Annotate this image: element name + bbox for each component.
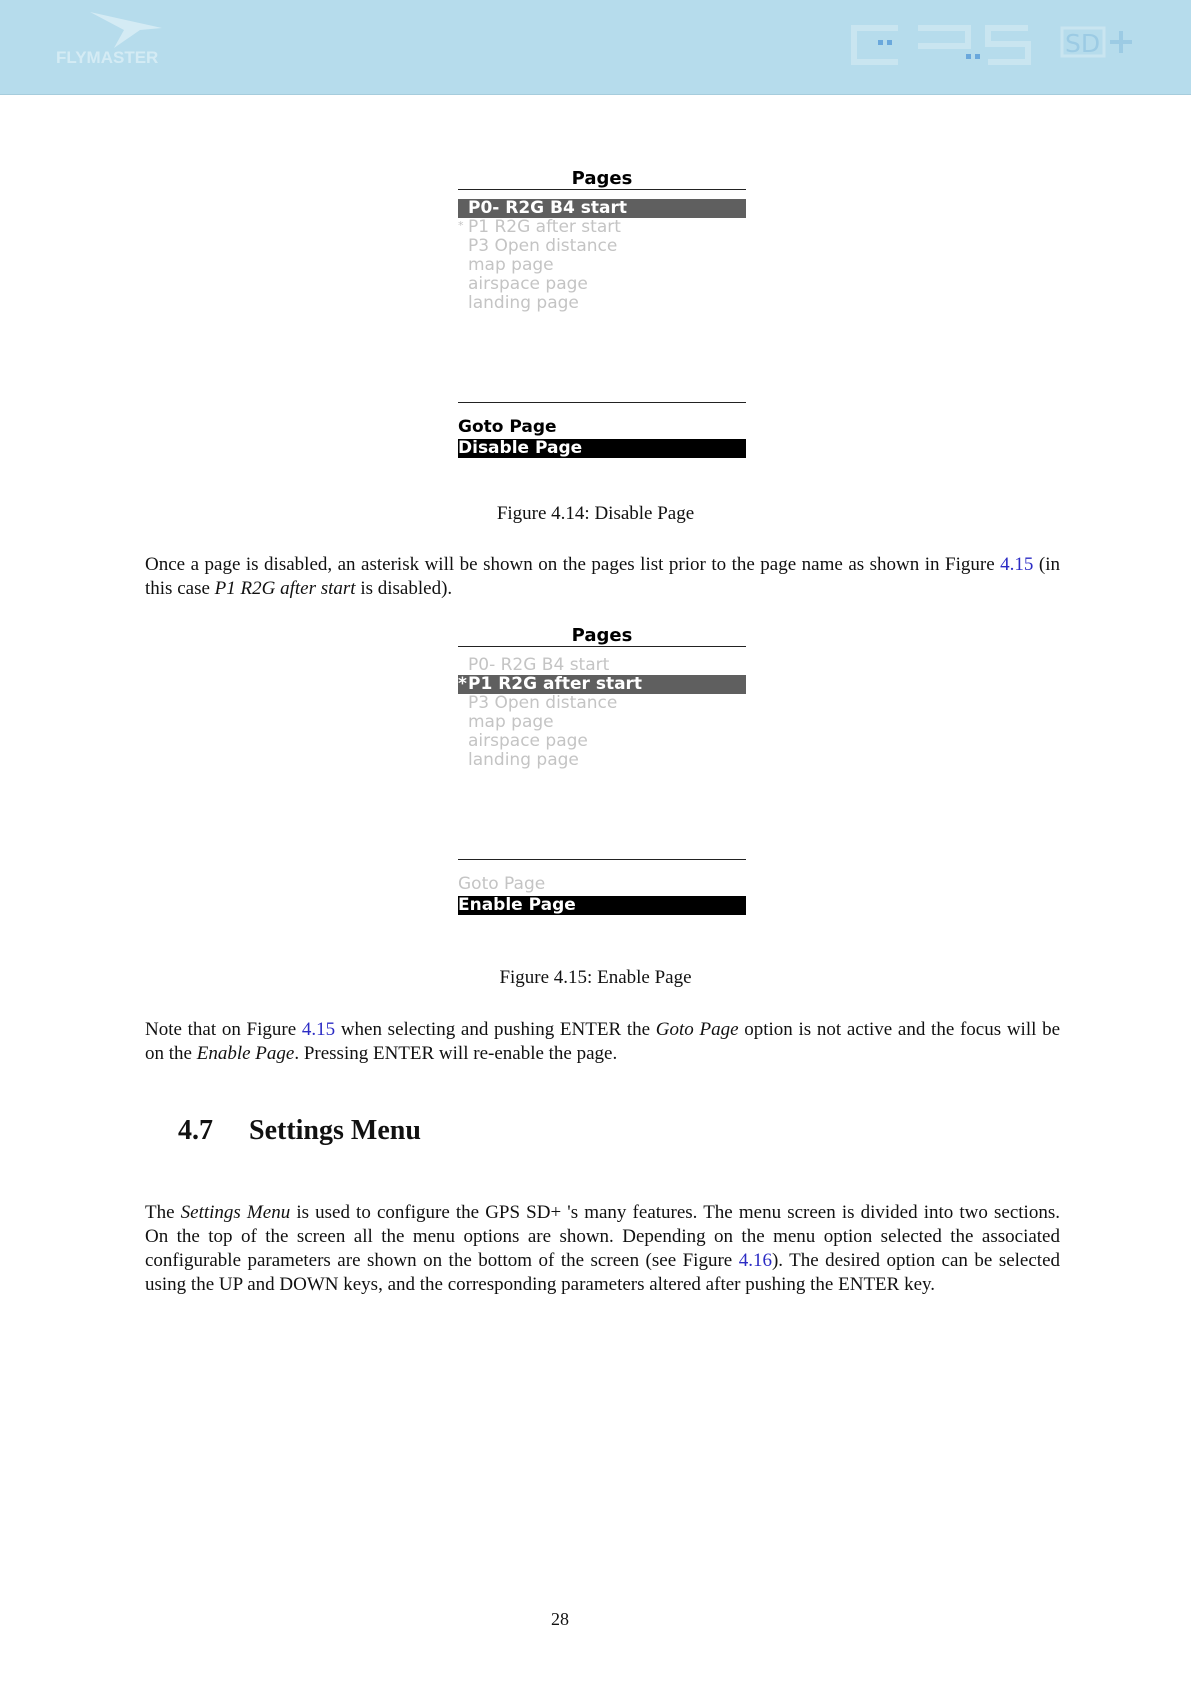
page-item-p0[interactable] xyxy=(458,199,746,218)
svg-text:SD: SD xyxy=(1065,29,1101,58)
disabled-asterisk: * xyxy=(458,219,464,232)
page-item-landing[interactable] xyxy=(458,294,746,313)
gps-sd-plus-logo xyxy=(848,22,1148,70)
figure-reference-link[interactable]: 4.15 xyxy=(301,1019,336,1040)
enable-page-option[interactable]: Enable Page xyxy=(458,896,746,915)
page-item-airspace[interactable] xyxy=(458,275,746,294)
body-paragraph: The Settings Menu is used to configure the GPS SD+ 's many features. The menu screen is divided into two sections. On the top of the screen all the menu options are shown. Depending on the menu option selected the associated configurable parameters are shown on the bottom of the screen (see Figure 4.16). The desired option can be selected using the UP and DOWN keys, and the corresponding parameters altered after pushing the ENTER key. xyxy=(145,1202,1060,1295)
screen-divider xyxy=(458,189,746,190)
page-item-label: map page xyxy=(468,255,554,275)
figure-reference-link[interactable]: 4.16 xyxy=(738,1250,772,1271)
screen-title: Pages xyxy=(571,625,633,646)
page-item-label: P0- R2G B4 start xyxy=(468,655,610,675)
screen-divider xyxy=(458,402,746,403)
body-paragraph: Once a page is disabled, an asterisk will be shown on the pages list prior to the page name as shown in Figure 4.15 (in this case P1 R2G after start is disabled). xyxy=(145,554,1060,599)
page-item-label: map page xyxy=(468,712,554,732)
section-number: 4.7 xyxy=(178,1115,213,1146)
page-item-map[interactable] xyxy=(458,256,746,275)
page-item-label: landing page xyxy=(468,293,579,313)
page-item-label: P1 R2G after start xyxy=(468,217,621,237)
body-paragraph: Note that on Figure 4.15 when selecting and pushing ENTER the Goto Page option is not active and the focus will be on the Enable Page. Pressing ENTER will re-enable the page. xyxy=(145,1019,1061,1064)
page-number: 28 xyxy=(551,1609,569,1629)
page-item-label: P0- R2G B4 start xyxy=(468,198,627,218)
screen-divider xyxy=(458,859,746,860)
disabled-asterisk: * xyxy=(458,674,467,694)
page-item-p1[interactable] xyxy=(458,675,746,694)
page-item-label: landing page xyxy=(468,750,579,770)
goto-page-option: Goto Page xyxy=(458,874,546,894)
screen-divider xyxy=(458,646,746,647)
page-header xyxy=(0,0,1191,95)
enable-page-screen xyxy=(458,625,746,917)
page-item-airspace[interactable] xyxy=(458,732,746,751)
wing-icon xyxy=(70,8,180,50)
page-item-label: airspace page xyxy=(468,731,588,751)
page-item-label: P3 Open distance xyxy=(468,693,618,713)
page-item-p0[interactable] xyxy=(458,656,746,675)
page-item-label: airspace page xyxy=(468,274,588,294)
page-item-p3[interactable] xyxy=(458,237,746,256)
page-item-p1[interactable] xyxy=(458,218,746,237)
goto-page-option[interactable]: Goto Page xyxy=(458,417,557,437)
disable-page-screen xyxy=(458,168,746,460)
disable-page-option[interactable]: Disable Page xyxy=(458,439,746,458)
page-item-p3[interactable] xyxy=(458,694,746,713)
page-item-label: P1 R2G after start xyxy=(468,674,643,694)
page-item-landing[interactable] xyxy=(458,751,746,770)
page-item-label: P3 Open distance xyxy=(468,236,618,256)
figure-caption: Figure 4.14: Disable Page xyxy=(496,503,695,524)
figure-caption: Figure 4.15: Enable Page xyxy=(499,967,692,988)
section-title: Settings Menu xyxy=(249,1115,421,1146)
flymaster-logo xyxy=(48,6,188,74)
figure-reference-link[interactable]: 4.15 xyxy=(1000,554,1034,575)
screen-title: Pages xyxy=(571,168,633,189)
page-item-map[interactable] xyxy=(458,713,746,732)
flymaster-logo-text: FLYMASTER xyxy=(56,48,159,67)
